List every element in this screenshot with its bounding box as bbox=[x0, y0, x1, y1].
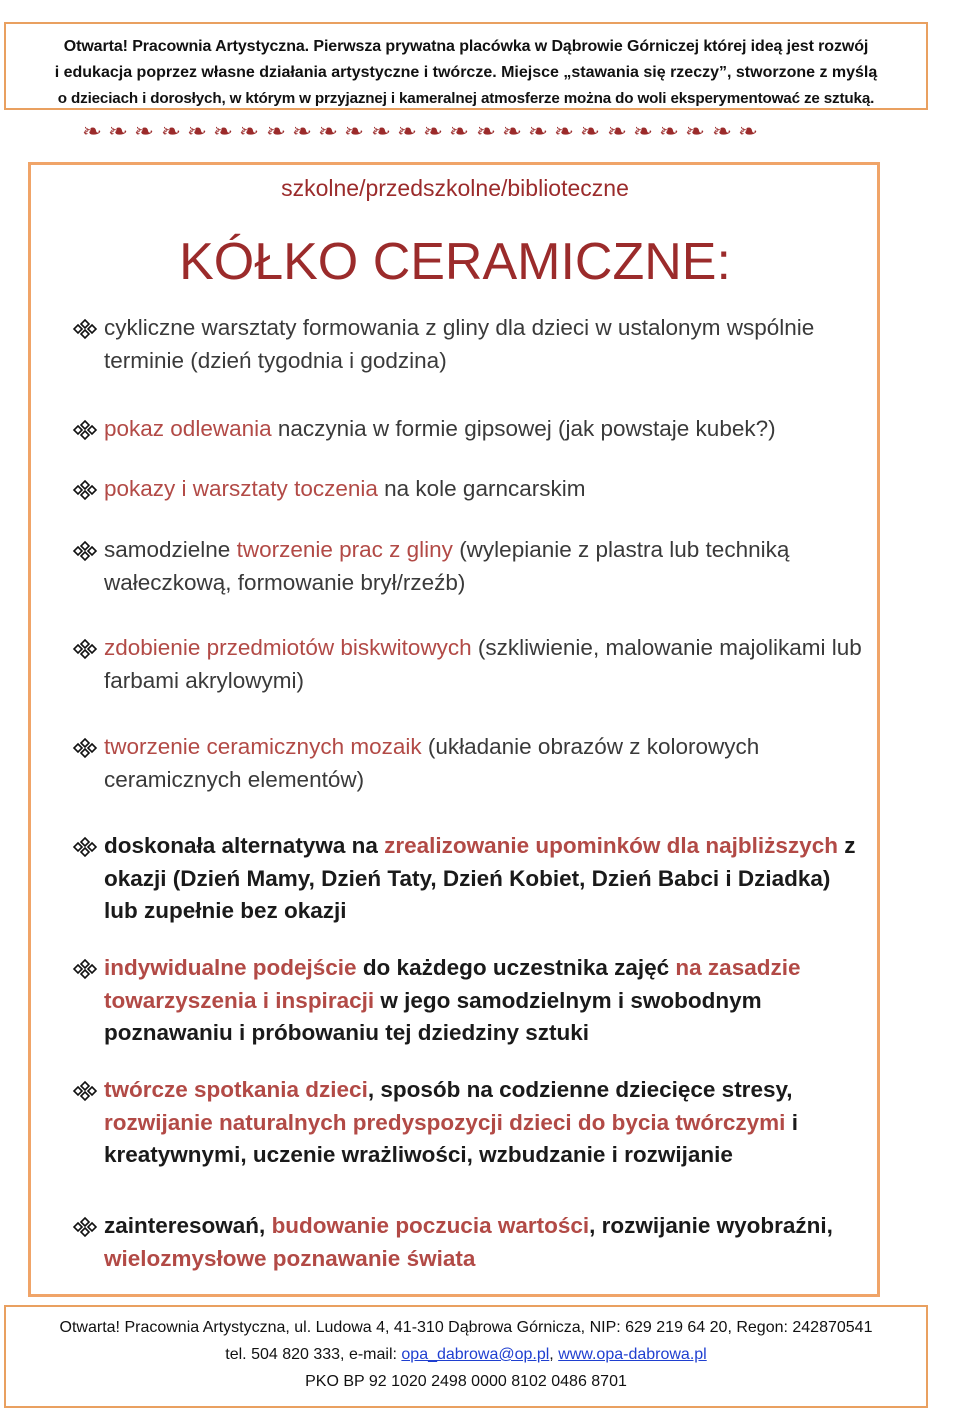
list-item bbox=[72, 413, 862, 446]
list-item-text: indywidualne podejście do każdego uczestnika zajęć na zasadzie towarzyszenia i inspiracji w jego samodzielnym i swobodnym poznawaniu i próbowaniu tej dziedziny sztuki bbox=[104, 955, 801, 1045]
ornament-leaf-icon: ❧ bbox=[449, 121, 470, 143]
ornament-leaf-icon: ❧ bbox=[186, 121, 208, 143]
ornament-leaf-icon: ❧ bbox=[685, 121, 706, 143]
diamond-bullet-icon bbox=[72, 312, 98, 344]
ornament-leaf-icon: ❧ bbox=[108, 121, 129, 143]
list-item-text: pokaz odlewania naczynia w formie gipsowej (jak powstaje kubek?) bbox=[104, 416, 776, 441]
list-item-text: samodzielne tworzenie prac z gliny (wylepianie z plastra lub techniką wałeczkową, formowanie brył/rzeźb) bbox=[104, 537, 790, 595]
ornament-leaf-icon: ❧ bbox=[711, 121, 732, 143]
list-item-text: doskonała alternatywa na zrealizowanie upominków dla najbliższych z okazji (Dzień Mamy, Dzień Taty, Dzień Kobiet, Dzień Babci i Dziadka) lub zupełnie bez okazji bbox=[104, 833, 856, 923]
page-title: KÓŁKO CERAMICZNE: bbox=[179, 233, 731, 291]
header-line-2: i edukacja poprzez własne działania artystyczne i twórcze. Miejsce „stawania się rzeczy”, stworzone z myślą bbox=[54, 64, 878, 81]
ornament-leaf-icon: ❧ bbox=[344, 121, 365, 143]
ornament-border bbox=[80, 120, 760, 144]
list-item bbox=[72, 830, 862, 928]
ornament-leaf-icon: ❧ bbox=[475, 121, 496, 143]
list-item bbox=[72, 312, 862, 377]
list-item-text: pokazy i warsztaty toczenia na kole garncarskim bbox=[104, 476, 586, 501]
ornament-leaf-icon: ❧ bbox=[659, 121, 680, 143]
ornament-leaf-icon: ❧ bbox=[528, 121, 549, 143]
footer-box bbox=[4, 1305, 928, 1408]
ornament-leaf-icon: ❧ bbox=[606, 121, 627, 143]
list-item bbox=[72, 952, 862, 1050]
header-line-3: o dzieciach i dorosłych, w którym w przyjaznej i kameralnej atmosferze można do woli eksperymentować ze sztuką. bbox=[57, 90, 875, 107]
ornament-leaf-icon: ❧ bbox=[265, 121, 286, 143]
diamond-bullet-icon bbox=[72, 473, 98, 505]
footer-bank-account: PKO BP 92 1020 2498 0000 8102 0486 8701 bbox=[305, 1373, 627, 1390]
ornament-leaf-icon: ❧ bbox=[291, 121, 313, 143]
website-link[interactable]: www.opa-dabrowa.pl bbox=[558, 1346, 707, 1363]
list-item-text: zainteresowań, budowanie poczucia wartości, rozwijanie wyobraźni, wielozmysłowe poznawanie świata bbox=[104, 1213, 833, 1271]
email-link[interactable]: opa_dabrowa@op.pl bbox=[401, 1346, 550, 1363]
diamond-bullet-icon bbox=[72, 1074, 98, 1106]
ornament-leaf-icon: ❧ bbox=[213, 121, 234, 143]
ornament-leaf-icon: ❧ bbox=[318, 121, 339, 143]
ornament-leaf-icon: ❧ bbox=[632, 121, 654, 143]
subtitle: szkolne/przedszkolne/biblioteczne bbox=[281, 175, 629, 201]
list-item bbox=[72, 731, 862, 796]
header-box bbox=[4, 22, 928, 110]
ornament-leaf-icon: ❧ bbox=[370, 121, 391, 143]
list-item bbox=[72, 1210, 862, 1275]
footer-address: Otwarta! Pracownia Artystyczna, ul. Ludowa 4, 41-310 Dąbrowa Górnicza, NIP: 629 219 64 20, Regon: 242870541 bbox=[59, 1319, 873, 1336]
ornament-leaf-icon: ❧ bbox=[554, 121, 575, 143]
ornament-leaf-icon: ❧ bbox=[396, 121, 417, 143]
diamond-bullet-icon bbox=[72, 632, 98, 664]
list-item-text: zdobienie przedmiotów biskwitowych (szkliwienie, malowanie majolikami lub farbami akrylowymi) bbox=[104, 635, 862, 693]
diamond-bullet-icon bbox=[72, 952, 98, 984]
ornament-leaf-icon: ❧ bbox=[737, 121, 759, 143]
footer-contact bbox=[6, 1341, 926, 1368]
ornament-leaf-icon: ❧ bbox=[239, 121, 260, 143]
ornament-leaf-icon: ❧ bbox=[160, 121, 181, 143]
footer-phone: tel. 504 820 333, e-mail: bbox=[225, 1346, 402, 1363]
ornament-leaf-icon: ❧ bbox=[423, 121, 444, 143]
diamond-bullet-icon bbox=[72, 830, 98, 862]
footer-separator: , bbox=[549, 1346, 559, 1363]
list-item bbox=[72, 1074, 862, 1172]
list-item-text: cykliczne warsztaty formowania z gliny dla dzieci w ustalonym wspólnie terminie (dzień tygodnia i godzina) bbox=[104, 315, 815, 373]
list-item bbox=[72, 632, 862, 697]
diamond-bullet-icon bbox=[72, 534, 98, 566]
diamond-bullet-icon bbox=[72, 731, 98, 763]
ornament-leaf-icon: ❧ bbox=[82, 121, 103, 143]
diamond-bullet-icon bbox=[72, 1210, 98, 1242]
diamond-bullet-icon bbox=[72, 413, 98, 445]
header-line-1: Otwarta! Pracownia Artystyczna. Pierwsza prywatna placówka w Dąbrowie Górniczej której ideą jest rozwój bbox=[63, 38, 869, 55]
list-item-text: twórcze spotkania dzieci, sposób na codzienne dziecięce stresy, rozwijanie naturalnych predyspozycji dzieci do bycia twórczymi i kreatywnymi, uczenie wrażliwości, wzbudzanie i rozwijanie bbox=[104, 1077, 798, 1167]
list-item bbox=[72, 534, 862, 599]
list-item bbox=[72, 473, 862, 506]
ornament-leaf-icon: ❧ bbox=[134, 121, 155, 143]
ornament-leaf-icon: ❧ bbox=[580, 121, 601, 143]
list-item-text: tworzenie ceramicznych mozaik (układanie obrazów z kolorowych ceramicznych elementów) bbox=[104, 734, 760, 792]
ornament-leaf-icon: ❧ bbox=[501, 121, 522, 143]
